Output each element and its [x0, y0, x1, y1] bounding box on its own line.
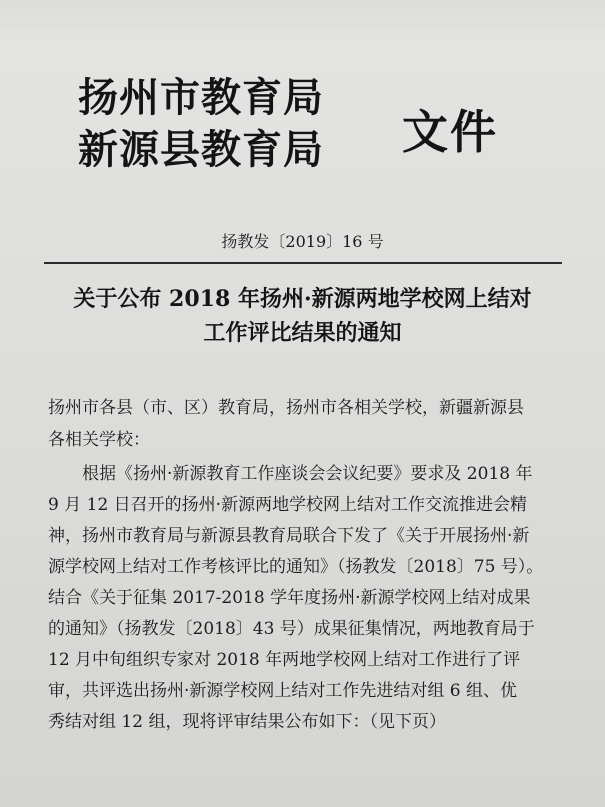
body-line: 12 月中旬组织专家对 2018 年两地学校网上结对工作进行了评 [48, 650, 521, 670]
title-line-1: 关于公布 2018 年扬州·新源两地学校网上结对 [73, 286, 532, 312]
body-line: 9 月 12 日召开的扬州·新源两地学校网上结对工作交流推进会精 [48, 495, 528, 515]
body-line: 源学校网上结对工作考核评比的通知》（扬教发〔2018〕75 号）。 [48, 557, 544, 577]
body-line: 秀结对组 12 组，现将评审结果公布如下：（见下页） [48, 712, 446, 732]
body-line: 审，共评选出扬州·新源学校网上结对工作先进结对组 6 组、优 [48, 681, 518, 701]
body-line: 结合《关于征集 2017-2018 学年度扬州·新源学校网上结对成果 [48, 588, 531, 608]
salutation-line-1: 扬州市各县（市、区）教育局，扬州市各相关学校，新疆新源县 [48, 398, 524, 418]
title-line-2: 工作评比结果的通知 [203, 320, 402, 346]
header-divider [44, 262, 562, 264]
body-line: 根据《扬州·新源教育工作座谈会会议纪要》要求及 2018 年 [82, 464, 533, 484]
page-shadow [0, 0, 605, 40]
salutation [48, 392, 568, 456]
body-paragraph [48, 459, 568, 738]
issuer-block [78, 72, 324, 176]
body-line: 的通知》（扬教发〔2018〕43 号）成果征集情况，两地教育局于 [48, 619, 535, 639]
salutation-line-2: 各相关学校： [48, 430, 150, 450]
document-number: 扬教发〔2019〕16 号 [221, 232, 384, 251]
issuer-line-2: 新源县教育局 [78, 127, 324, 173]
issuer-line-1: 扬州市教育局 [78, 75, 324, 121]
document-type-label: 文件 [402, 105, 498, 159]
notice-title [0, 282, 605, 350]
body-line: 神，扬州市教育局与新源县教育局联合下发了《关于开展扬州·新 [48, 526, 530, 546]
